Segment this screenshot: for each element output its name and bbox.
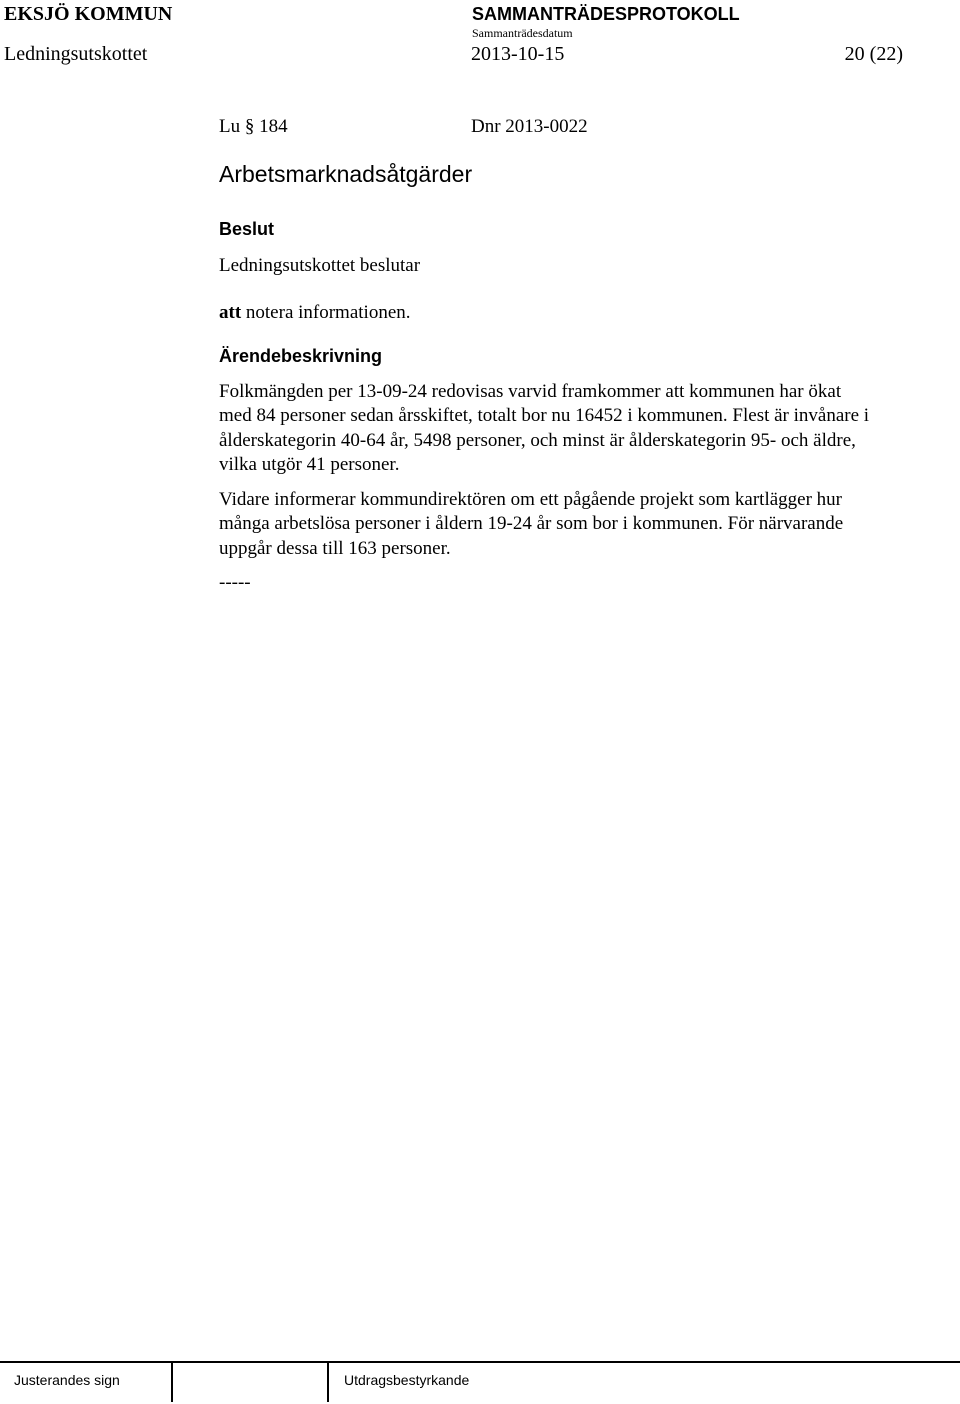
item-title: Arbetsmarknadsåtgärder xyxy=(219,161,473,187)
decision-intro: Ledningsutskottet beslutar xyxy=(219,255,421,276)
signature-label: Justerandes sign xyxy=(14,1372,120,1388)
decision-body: notera informationen. xyxy=(241,302,411,323)
paragraph-line: uppgår dessa till 163 personer. xyxy=(219,537,451,559)
decision-att-word: att xyxy=(219,302,242,323)
document-type: SAMMANTRÄDESPROTOKOLL xyxy=(472,4,740,24)
paragraph-line: Folkmängden per 13-09-24 redovisas varvid framkommer att kommunen har ökat xyxy=(219,381,842,402)
organization-name: EKSJÖ KOMMUN xyxy=(4,3,173,25)
description-heading: Ärendebeskrivning xyxy=(219,346,383,366)
decision-heading: Beslut xyxy=(219,219,275,239)
paragraph-number: Lu § 184 xyxy=(219,116,288,137)
description-paragraph-2 xyxy=(219,488,919,561)
paragraph-line: Vidare informerar kommundirektören om ett pågående projekt som kartlägger hur xyxy=(219,489,843,510)
meeting-date: 2013-10-15 xyxy=(471,43,565,65)
committee-name: Ledningsutskottet xyxy=(4,43,148,65)
footer-divider xyxy=(171,1363,173,1402)
paragraph-line: vilka utgör 41 personer. xyxy=(219,453,400,475)
end-marker: ----- xyxy=(219,572,251,593)
paragraph-line: ålderskategorin 40-64 år, 5498 personer, och minst är ålderskategorin 95- och äldre, xyxy=(219,429,856,451)
meeting-date-label: Sammanträdesdatum xyxy=(472,26,573,40)
paragraph-line: många arbetslösa personer i åldern 19-24 år som bor i kommunen. För närvarande xyxy=(219,513,844,535)
diary-number: Dnr 2013-0022 xyxy=(471,116,588,137)
paragraph-line: med 84 personer sedan årsskiftet, totalt bor nu 16452 i kommunen. Flest är invånare i xyxy=(219,405,870,427)
decision-text xyxy=(219,302,411,324)
description-paragraph-1 xyxy=(219,380,919,477)
certification-label: Utdragsbestyrkande xyxy=(344,1372,470,1388)
footer-divider xyxy=(327,1363,329,1402)
footer-rule xyxy=(0,1361,960,1363)
page-number: 20 (22) xyxy=(844,43,903,65)
